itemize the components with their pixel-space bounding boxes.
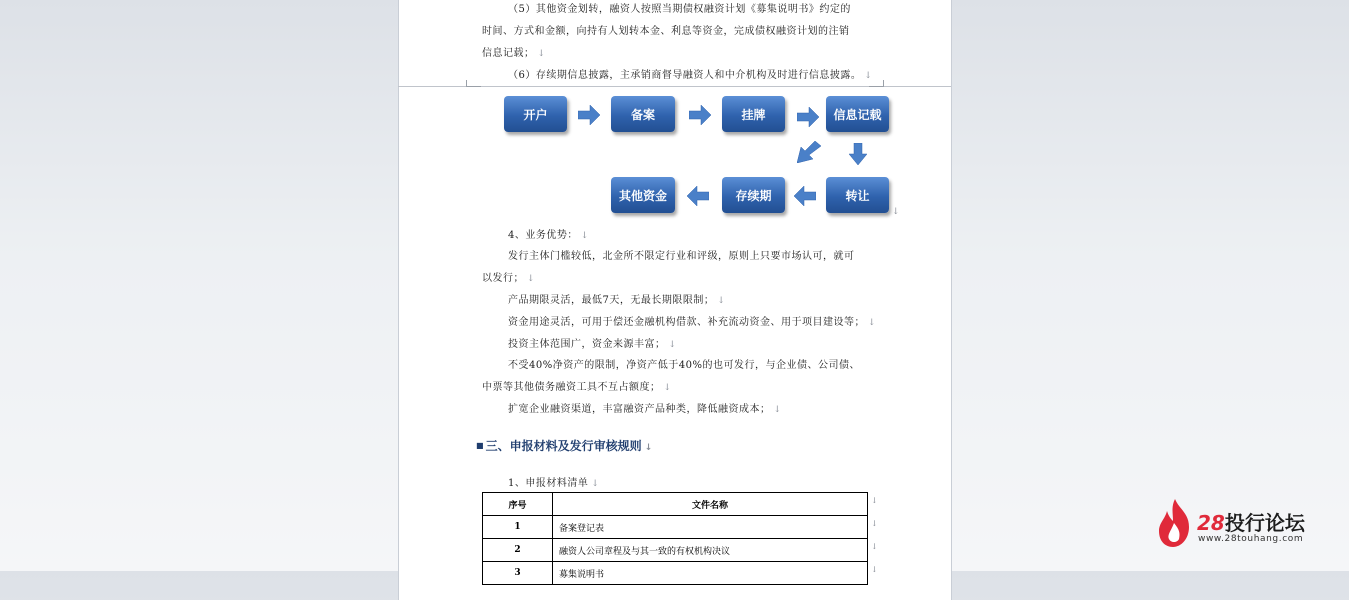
flow-step-other-funds: 其他资金 [611, 177, 675, 213]
advantage-line: 中票等其他债务融资工具不互占额度； ↓ [482, 382, 672, 393]
advantage-line: 投资主体范围广，资金来源丰富； ↓ [508, 339, 677, 350]
paragraph-line: 时间、方式和金额，向持有人划转本金、利息等资金，完成债权融资计划的注销 [482, 26, 850, 37]
watermark-brand: 28投行论坛 [1197, 511, 1305, 535]
table-row [483, 539, 868, 562]
table-header-cell: 序号 [483, 493, 553, 516]
paragraph-line: （5）其他资金划转，融资人按照当期债权融资计划《募集说明书》约定的 [508, 4, 851, 15]
paragraph-line: （6）存续期信息披露，主承销商督导融资人和中介机构及时进行信息披露。 ↓ [508, 70, 873, 81]
left-arrow-icon [794, 186, 816, 206]
flow-step-open-account: 开户 [504, 96, 567, 132]
advantages-title: 4、业务优势： ↓ [508, 230, 589, 241]
section-heading: ■ 三、申报材料及发行审核规则 ↓ [476, 439, 653, 453]
table-header-row [483, 493, 868, 516]
table-cell-number: 3 [483, 562, 553, 585]
advantage-line: 资金用途灵活，可用于偿还金融机构借款、补充流动资金、用于项目建设等； ↓ [508, 317, 877, 328]
right-arrow-icon [797, 107, 819, 127]
table-cell-number: 2 [483, 539, 553, 562]
advantage-line: 以发行； ↓ [482, 273, 536, 284]
paragraph-mark: ↓ [892, 207, 901, 217]
row-end-mark: ↓ [871, 542, 878, 551]
table-cell-number: 1 [483, 516, 553, 539]
table-cell-name: 融资人公司章程及与其一致的有权机构决议 [553, 539, 868, 562]
watermark-url: www.28touhang.com [1198, 534, 1304, 544]
materials-table [482, 492, 868, 585]
table-row [483, 562, 868, 585]
table-header-cell: 文件名称 [553, 493, 868, 516]
flow-step-duration: 存续期 [722, 177, 785, 213]
row-end-mark: ↓ [871, 496, 878, 505]
flame-logo-icon [1155, 497, 1195, 549]
table-row [483, 516, 868, 539]
table-cell-name: 备案登记表 [553, 516, 868, 539]
flow-step-info-record: 信息记载 [826, 96, 889, 132]
list-title: 1、申报材料清单 ↓ [508, 478, 600, 489]
advantage-line: 扩宽企业融资渠道，丰富融资产品种类，降低融资成本； ↓ [508, 404, 782, 415]
row-end-mark: ↓ [871, 565, 878, 574]
flow-step-listing: 挂牌 [722, 96, 785, 132]
advantage-line: 发行主体门槛较低，北金所不限定行业和评级，原则上只要市场认可，就可 [508, 251, 855, 262]
paragraph-line: 信息记载； ↓ [482, 48, 546, 59]
right-arrow-icon [689, 105, 711, 125]
table-cell-name: 募集说明书 [553, 562, 868, 585]
margin-corner-left [466, 80, 481, 87]
left-arrow-icon [687, 186, 709, 206]
advantage-line: 不受40%净资产的限制，净资产低于40%的也可发行，与企业债、公司债、 [508, 360, 860, 371]
margin-corner-right [869, 80, 884, 87]
flow-step-transfer: 转让 [826, 177, 889, 213]
down-arrow-icon [849, 143, 867, 165]
flow-step-filing: 备案 [611, 96, 675, 132]
right-arrow-icon [578, 105, 600, 125]
row-end-mark: ↓ [871, 519, 878, 528]
diagonal-arrow-icon [797, 141, 821, 163]
advantage-line: 产品期限灵活，最低7天，无最长期限限制； ↓ [508, 295, 726, 306]
